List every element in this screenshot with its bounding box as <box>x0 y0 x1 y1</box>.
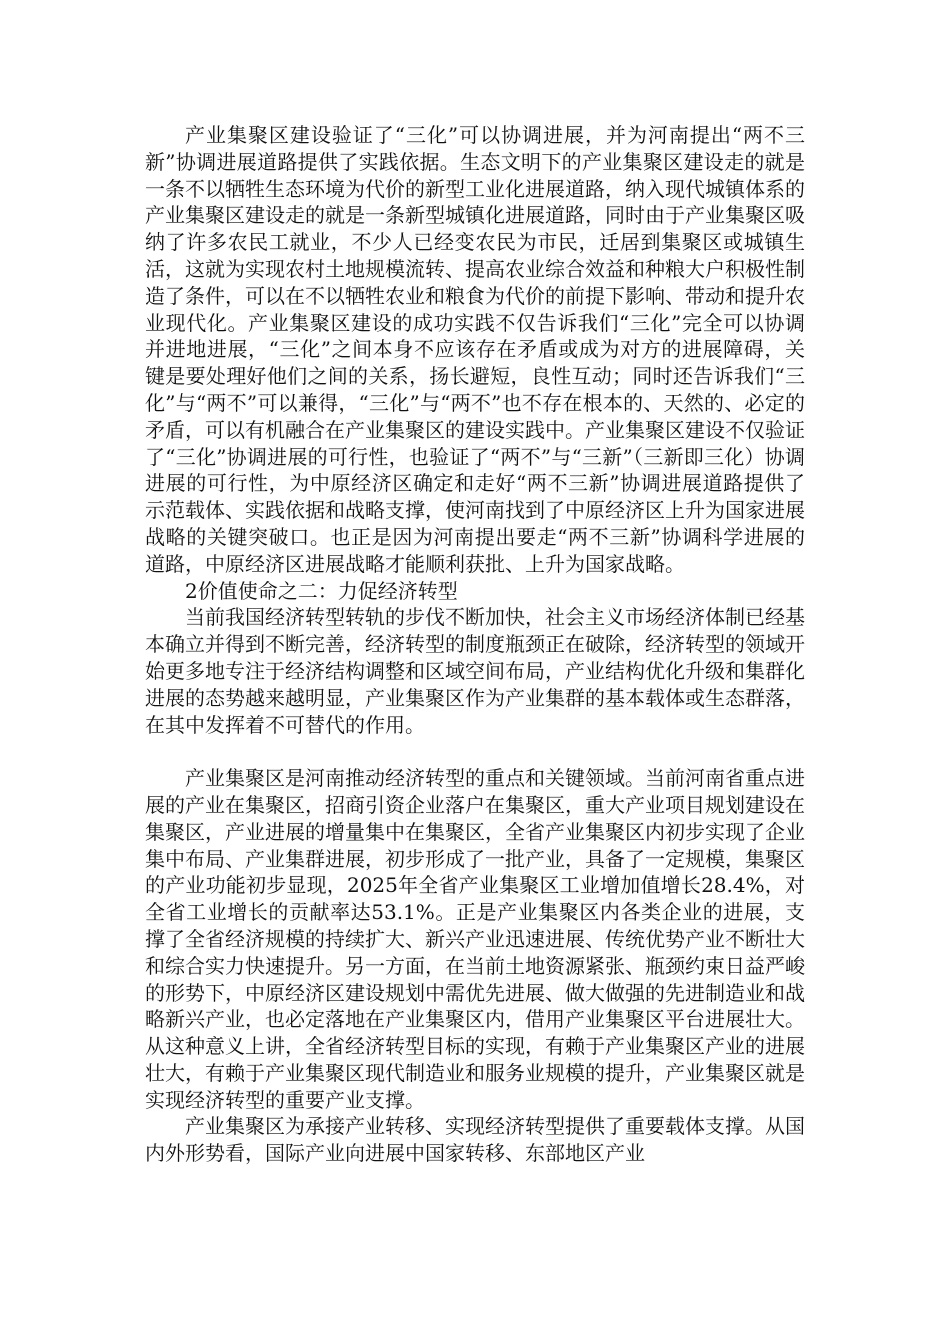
paragraph-economic-transition: 当前我国经济转型转轨的步伐不断加快，社会主义市场经济体制已经基本确立并得到不断完善，经济转型的制度瓶颈正在破除，经济转型的领域开始更多地专注于经济结构调整和区域空间布局，产业结构优化升级和集群化进展的态势越来越明显，产业集聚区作为产业集群的基本载体或生态群落，在其中发挥着不可替代的作用。 <box>145 605 805 737</box>
section-heading-economic-transformation: 2价值使命之二：力促经济转型 <box>185 578 458 603</box>
paragraph-industry-transfer: 产业集聚区为承接产业转移、实现经济转型提供了重要载体支撑。从国内外形势看，国际产业向进展中国家转移、东部地区产业 <box>145 1114 805 1166</box>
document-body <box>145 122 805 1167</box>
paragraph-key-field: 产业集聚区是河南推动经济转型的重点和关键领域。当前河南省重点进展的产业在集聚区，招商引资企业落户在集聚区，重大产业项目规划建设在集聚区，产业进展的增量集中在集聚区，全省产业集聚区内初步实现了企业集中布局、产业集群进展，初步形成了一批产业，具备了一定规模，集聚区的产业功能初步显现，2025年全省产业集聚区工业增加值增长28.4%，对全省工业增长的贡献率达53.1%。正是产业集聚区内各类企业的进展，支撑了全省经济规模的持续扩大、新兴产业迅速进展、传统优势产业不断壮大和综合实力快速提升。另一方面，在当前土地资源紧张、瓶颈约束日益严峻的形势下，中原经济区建设规划中需优先进展、做大做强的先进制造业和战略新兴产业，也必定落地在产业集聚区内，借用产业集聚区平台进展壮大。从这种意义上讲，全省经济转型目标的实现，有赖于产业集聚区产业的进展壮大，有赖于产业集聚区现代制造业和服务业规模的提升，产业集聚区就是实现经济转型的重要产业支撑。 <box>145 766 805 1112</box>
paragraph-spacer <box>145 738 805 765</box>
paragraph-sanhua-coordination: 产业集聚区建设验证了“三化”可以协调进展，并为河南提出“两不三新”协调进展道路提供了实践依据。生态文明下的产业集聚区建设走的就是一条不以牺牲生态环境为代价的新型工业化进展道路，纳入现代城镇体系的产业集聚区建设走的就是一条新型城镇化进展道路，同时由于产业集聚区吸纳了许多农民工就业，不少人已经变农民为市民，迁居到集聚区或城镇生活，这就为实现农村土地规模流转、提高农业综合效益和种粮大户积极性制造了条件，可以在不以牺牲农业和粮食为代价的前提下影响、带动和提升农业现代化。产业集聚区建设的成功实践不仅告诉我们“三化”完全可以协调并进地进展，“三化”之间本身不应该存在矛盾或成为对方的进展障碍，关键是要处理好他们之间的关系，扬长避短，良性互动；同时还告诉我们“三化”与“两不”可以兼得，“三化”与“两不”也不存在根本的、天然的、必定的矛盾，可以有机融合在产业集聚区的建设实践中。产业集聚区建设不仅验证了“三化”协调进展的可行性，也验证了“两不”与“三新”（三新即三化）协调进展的可行性，为中原经济区确定和走好“两不三新”协调进展道路提供了示范载体、实践依据和战略支撑，使河南找到了中原经济区上升为国家进展战略的关键突破口。也正是因为河南提出要走“两不三新”协调科学进展的道路，中原经济区进展战略才能顺利获批、上升为国家战略。 <box>145 123 805 576</box>
